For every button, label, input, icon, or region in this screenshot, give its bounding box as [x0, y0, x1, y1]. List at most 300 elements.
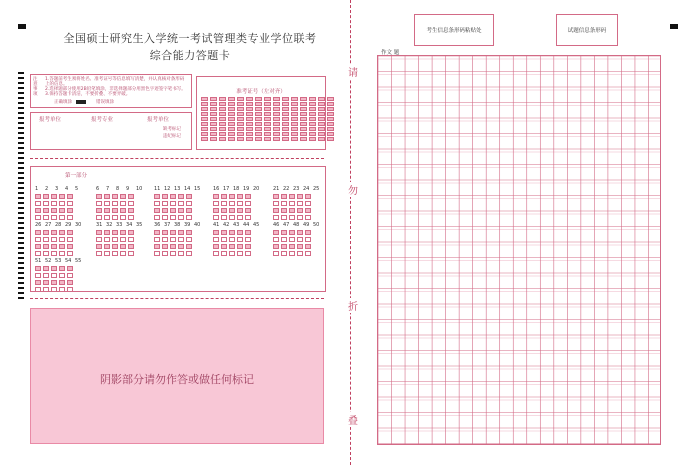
digit-bubble[interactable]	[318, 102, 325, 106]
option-bubble[interactable]	[305, 194, 311, 199]
option-bubble[interactable]	[128, 208, 134, 213]
option-bubble[interactable]	[229, 194, 235, 199]
digit-bubble[interactable]	[282, 107, 289, 111]
digit-bubble[interactable]	[327, 132, 334, 136]
digit-bubble[interactable]	[210, 127, 217, 131]
digit-bubble[interactable]	[318, 122, 325, 126]
digit-bubble[interactable]	[219, 107, 226, 111]
digit-bubble[interactable]	[228, 122, 235, 126]
digit-bubble[interactable]	[255, 132, 262, 136]
option-bubble[interactable]	[281, 208, 287, 213]
digit-bubble[interactable]	[318, 127, 325, 131]
option-bubble[interactable]	[186, 230, 192, 235]
digit-bubble[interactable]	[201, 132, 208, 136]
option-bubble[interactable]	[112, 237, 118, 242]
option-bubble[interactable]	[104, 215, 110, 220]
option-bubble[interactable]	[237, 194, 243, 199]
digit-bubble[interactable]	[300, 102, 307, 106]
option-bubble[interactable]	[104, 230, 110, 235]
option-bubble[interactable]	[35, 280, 41, 285]
digit-bubble[interactable]	[300, 117, 307, 121]
digit-bubble[interactable]	[291, 132, 298, 136]
option-bubble[interactable]	[51, 280, 57, 285]
digit-bubble[interactable]	[210, 117, 217, 121]
option-bubble[interactable]	[43, 287, 49, 292]
digit-bubble[interactable]	[246, 122, 253, 126]
option-bubble[interactable]	[51, 266, 57, 271]
option-bubble[interactable]	[237, 201, 243, 206]
option-bubble[interactable]	[245, 194, 251, 199]
option-bubble[interactable]	[170, 208, 176, 213]
option-bubble[interactable]	[43, 273, 49, 278]
digit-bubble[interactable]	[318, 132, 325, 136]
digit-bubble[interactable]	[201, 127, 208, 131]
option-bubble[interactable]	[128, 244, 134, 249]
digit-bubble[interactable]	[237, 122, 244, 126]
digit-bubble[interactable]	[255, 107, 262, 111]
option-bubble[interactable]	[213, 201, 219, 206]
digit-bubble[interactable]	[219, 122, 226, 126]
option-bubble[interactable]	[35, 287, 41, 292]
option-bubble[interactable]	[289, 201, 295, 206]
digit-bubble[interactable]	[255, 117, 262, 121]
digit-bubble[interactable]	[228, 102, 235, 106]
option-bubble[interactable]	[104, 208, 110, 213]
digit-bubble[interactable]	[300, 132, 307, 136]
digit-bubble[interactable]	[273, 137, 280, 141]
option-bubble[interactable]	[162, 215, 168, 220]
option-bubble[interactable]	[305, 237, 311, 242]
digit-bubble[interactable]	[228, 132, 235, 136]
option-bubble[interactable]	[170, 201, 176, 206]
digit-bubble[interactable]	[300, 112, 307, 116]
digit-bubble[interactable]	[237, 97, 244, 101]
option-bubble[interactable]	[112, 230, 118, 235]
option-bubble[interactable]	[59, 273, 65, 278]
option-bubble[interactable]	[305, 208, 311, 213]
digit-bubble[interactable]	[219, 127, 226, 131]
digit-bubble[interactable]	[327, 127, 334, 131]
option-bubble[interactable]	[43, 244, 49, 249]
option-bubble[interactable]	[237, 208, 243, 213]
option-bubble[interactable]	[67, 244, 73, 249]
option-bubble[interactable]	[51, 215, 57, 220]
digit-bubble[interactable]	[210, 137, 217, 141]
digit-bubble[interactable]	[318, 112, 325, 116]
option-bubble[interactable]	[43, 280, 49, 285]
option-bubble[interactable]	[178, 237, 184, 242]
digit-bubble[interactable]	[228, 97, 235, 101]
option-bubble[interactable]	[305, 201, 311, 206]
digit-bubble[interactable]	[264, 97, 271, 101]
option-bubble[interactable]	[35, 230, 41, 235]
digit-bubble[interactable]	[201, 97, 208, 101]
option-bubble[interactable]	[35, 251, 41, 256]
option-bubble[interactable]	[35, 244, 41, 249]
digit-bubble[interactable]	[219, 117, 226, 121]
option-bubble[interactable]	[281, 237, 287, 242]
digit-bubble[interactable]	[201, 122, 208, 126]
digit-bubble[interactable]	[327, 137, 334, 141]
option-bubble[interactable]	[221, 244, 227, 249]
digit-bubble[interactable]	[201, 137, 208, 141]
option-bubble[interactable]	[297, 208, 303, 213]
digit-bubble[interactable]	[210, 107, 217, 111]
option-bubble[interactable]	[221, 194, 227, 199]
option-bubble[interactable]	[221, 201, 227, 206]
option-bubble[interactable]	[221, 215, 227, 220]
option-bubble[interactable]	[186, 194, 192, 199]
option-bubble[interactable]	[51, 230, 57, 235]
option-bubble[interactable]	[162, 230, 168, 235]
digit-bubble[interactable]	[201, 112, 208, 116]
digit-bubble[interactable]	[318, 117, 325, 121]
option-bubble[interactable]	[170, 251, 176, 256]
digit-bubble[interactable]	[219, 132, 226, 136]
option-bubble[interactable]	[51, 244, 57, 249]
digit-bubble[interactable]	[273, 127, 280, 131]
option-bubble[interactable]	[112, 201, 118, 206]
option-bubble[interactable]	[178, 244, 184, 249]
digit-bubble[interactable]	[219, 137, 226, 141]
option-bubble[interactable]	[154, 208, 160, 213]
digit-bubble[interactable]	[300, 137, 307, 141]
digit-bubble[interactable]	[210, 102, 217, 106]
digit-bubble[interactable]	[255, 122, 262, 126]
digit-bubble[interactable]	[309, 122, 316, 126]
option-bubble[interactable]	[128, 215, 134, 220]
option-bubble[interactable]	[245, 251, 251, 256]
digit-bubble[interactable]	[228, 112, 235, 116]
option-bubble[interactable]	[67, 287, 73, 292]
option-bubble[interactable]	[162, 237, 168, 242]
digit-bubble[interactable]	[282, 132, 289, 136]
option-bubble[interactable]	[96, 208, 102, 213]
digit-bubble[interactable]	[273, 107, 280, 111]
digit-bubble[interactable]	[237, 112, 244, 116]
option-bubble[interactable]	[281, 244, 287, 249]
option-bubble[interactable]	[51, 251, 57, 256]
option-bubble[interactable]	[186, 208, 192, 213]
option-bubble[interactable]	[96, 194, 102, 199]
option-bubble[interactable]	[43, 230, 49, 235]
digit-bubble[interactable]	[327, 102, 334, 106]
option-bubble[interactable]	[229, 208, 235, 213]
digit-bubble[interactable]	[327, 107, 334, 111]
option-bubble[interactable]	[96, 251, 102, 256]
option-bubble[interactable]	[289, 208, 295, 213]
option-bubble[interactable]	[104, 244, 110, 249]
digit-bubble[interactable]	[273, 132, 280, 136]
digit-bubble[interactable]	[228, 117, 235, 121]
option-bubble[interactable]	[289, 244, 295, 249]
option-bubble[interactable]	[289, 251, 295, 256]
option-bubble[interactable]	[297, 244, 303, 249]
digit-bubble[interactable]	[237, 117, 244, 121]
option-bubble[interactable]	[213, 230, 219, 235]
digit-bubble[interactable]	[264, 127, 271, 131]
option-bubble[interactable]	[245, 208, 251, 213]
digit-bubble[interactable]	[327, 117, 334, 121]
option-bubble[interactable]	[170, 230, 176, 235]
option-bubble[interactable]	[170, 244, 176, 249]
digit-bubble[interactable]	[246, 97, 253, 101]
digit-bubble[interactable]	[318, 97, 325, 101]
option-bubble[interactable]	[305, 251, 311, 256]
option-bubble[interactable]	[67, 215, 73, 220]
option-bubble[interactable]	[245, 244, 251, 249]
option-bubble[interactable]	[289, 194, 295, 199]
option-bubble[interactable]	[104, 251, 110, 256]
option-bubble[interactable]	[178, 201, 184, 206]
option-bubble[interactable]	[178, 194, 184, 199]
option-bubble[interactable]	[229, 201, 235, 206]
option-bubble[interactable]	[35, 201, 41, 206]
digit-bubble[interactable]	[291, 117, 298, 121]
option-bubble[interactable]	[213, 251, 219, 256]
option-bubble[interactable]	[154, 230, 160, 235]
option-bubble[interactable]	[297, 215, 303, 220]
option-bubble[interactable]	[154, 251, 160, 256]
option-bubble[interactable]	[128, 251, 134, 256]
option-bubble[interactable]	[281, 215, 287, 220]
option-bubble[interactable]	[186, 215, 192, 220]
option-bubble[interactable]	[120, 201, 126, 206]
option-bubble[interactable]	[221, 230, 227, 235]
option-bubble[interactable]	[186, 244, 192, 249]
option-bubble[interactable]	[237, 237, 243, 242]
digit-bubble[interactable]	[309, 102, 316, 106]
digit-bubble[interactable]	[309, 97, 316, 101]
option-bubble[interactable]	[213, 208, 219, 213]
option-bubble[interactable]	[59, 280, 65, 285]
option-bubble[interactable]	[245, 237, 251, 242]
digit-bubble[interactable]	[255, 112, 262, 116]
option-bubble[interactable]	[297, 230, 303, 235]
option-bubble[interactable]	[154, 201, 160, 206]
option-bubble[interactable]	[297, 194, 303, 199]
option-bubble[interactable]	[186, 251, 192, 256]
digit-bubble[interactable]	[219, 97, 226, 101]
option-bubble[interactable]	[35, 215, 41, 220]
option-bubble[interactable]	[43, 266, 49, 271]
digit-bubble[interactable]	[255, 102, 262, 106]
option-bubble[interactable]	[186, 237, 192, 242]
option-bubble[interactable]	[120, 194, 126, 199]
option-bubble[interactable]	[281, 194, 287, 199]
option-bubble[interactable]	[96, 237, 102, 242]
digit-bubble[interactable]	[264, 107, 271, 111]
option-bubble[interactable]	[281, 230, 287, 235]
digit-bubble[interactable]	[273, 117, 280, 121]
option-bubble[interactable]	[213, 244, 219, 249]
option-bubble[interactable]	[96, 230, 102, 235]
option-bubble[interactable]	[237, 244, 243, 249]
option-bubble[interactable]	[221, 208, 227, 213]
digit-bubble[interactable]	[282, 137, 289, 141]
digit-bubble[interactable]	[219, 112, 226, 116]
option-bubble[interactable]	[67, 230, 73, 235]
option-bubble[interactable]	[67, 273, 73, 278]
digit-bubble[interactable]	[210, 97, 217, 101]
option-bubble[interactable]	[178, 251, 184, 256]
option-bubble[interactable]	[162, 201, 168, 206]
option-bubble[interactable]	[273, 251, 279, 256]
digit-bubble[interactable]	[282, 117, 289, 121]
option-bubble[interactable]	[213, 237, 219, 242]
digit-bubble[interactable]	[273, 112, 280, 116]
option-bubble[interactable]	[245, 215, 251, 220]
digit-bubble[interactable]	[300, 122, 307, 126]
option-bubble[interactable]	[120, 208, 126, 213]
digit-bubble[interactable]	[246, 137, 253, 141]
option-bubble[interactable]	[245, 201, 251, 206]
option-bubble[interactable]	[112, 244, 118, 249]
digit-bubble[interactable]	[264, 102, 271, 106]
option-bubble[interactable]	[120, 215, 126, 220]
option-bubble[interactable]	[154, 215, 160, 220]
option-bubble[interactable]	[170, 194, 176, 199]
digit-bubble[interactable]	[237, 132, 244, 136]
option-bubble[interactable]	[229, 230, 235, 235]
digit-bubble[interactable]	[201, 107, 208, 111]
option-bubble[interactable]	[59, 215, 65, 220]
digit-bubble[interactable]	[300, 107, 307, 111]
digit-bubble[interactable]	[228, 127, 235, 131]
digit-bubble[interactable]	[273, 102, 280, 106]
option-bubble[interactable]	[154, 244, 160, 249]
option-bubble[interactable]	[162, 251, 168, 256]
option-bubble[interactable]	[245, 230, 251, 235]
digit-bubble[interactable]	[210, 122, 217, 126]
option-bubble[interactable]	[67, 201, 73, 206]
digit-bubble[interactable]	[309, 117, 316, 121]
option-bubble[interactable]	[237, 230, 243, 235]
option-bubble[interactable]	[112, 215, 118, 220]
digit-bubble[interactable]	[327, 112, 334, 116]
option-bubble[interactable]	[51, 287, 57, 292]
option-bubble[interactable]	[120, 230, 126, 235]
option-bubble[interactable]	[104, 237, 110, 242]
option-bubble[interactable]	[120, 251, 126, 256]
option-bubble[interactable]	[273, 208, 279, 213]
digit-bubble[interactable]	[309, 112, 316, 116]
option-bubble[interactable]	[273, 244, 279, 249]
option-bubble[interactable]	[213, 215, 219, 220]
digit-bubble[interactable]	[264, 137, 271, 141]
option-bubble[interactable]	[289, 230, 295, 235]
digit-bubble[interactable]	[255, 137, 262, 141]
digit-bubble[interactable]	[264, 132, 271, 136]
option-bubble[interactable]	[229, 237, 235, 242]
option-bubble[interactable]	[43, 251, 49, 256]
option-bubble[interactable]	[67, 251, 73, 256]
digit-bubble[interactable]	[264, 112, 271, 116]
option-bubble[interactable]	[178, 215, 184, 220]
digit-bubble[interactable]	[291, 112, 298, 116]
digit-bubble[interactable]	[273, 122, 280, 126]
digit-bubble[interactable]	[246, 117, 253, 121]
digit-bubble[interactable]	[237, 107, 244, 111]
digit-bubble[interactable]	[318, 137, 325, 141]
option-bubble[interactable]	[128, 201, 134, 206]
digit-bubble[interactable]	[273, 97, 280, 101]
option-bubble[interactable]	[96, 201, 102, 206]
option-bubble[interactable]	[59, 208, 65, 213]
option-bubble[interactable]	[186, 201, 192, 206]
option-bubble[interactable]	[59, 251, 65, 256]
digit-bubble[interactable]	[291, 127, 298, 131]
digit-bubble[interactable]	[246, 107, 253, 111]
digit-bubble[interactable]	[300, 127, 307, 131]
digit-bubble[interactable]	[228, 137, 235, 141]
digit-bubble[interactable]	[246, 112, 253, 116]
digit-bubble[interactable]	[291, 107, 298, 111]
option-bubble[interactable]	[305, 215, 311, 220]
digit-bubble[interactable]	[300, 97, 307, 101]
option-bubble[interactable]	[305, 244, 311, 249]
option-bubble[interactable]	[281, 201, 287, 206]
option-bubble[interactable]	[59, 266, 65, 271]
digit-bubble[interactable]	[291, 102, 298, 106]
option-bubble[interactable]	[112, 251, 118, 256]
digit-bubble[interactable]	[318, 107, 325, 111]
option-bubble[interactable]	[67, 194, 73, 199]
option-bubble[interactable]	[67, 280, 73, 285]
option-bubble[interactable]	[281, 251, 287, 256]
option-bubble[interactable]	[51, 194, 57, 199]
option-bubble[interactable]	[162, 244, 168, 249]
option-bubble[interactable]	[170, 237, 176, 242]
digit-bubble[interactable]	[309, 107, 316, 111]
digit-bubble[interactable]	[309, 132, 316, 136]
digit-bubble[interactable]	[255, 127, 262, 131]
digit-bubble[interactable]	[246, 127, 253, 131]
option-bubble[interactable]	[237, 215, 243, 220]
digit-bubble[interactable]	[246, 102, 253, 106]
digit-bubble[interactable]	[228, 107, 235, 111]
option-bubble[interactable]	[237, 251, 243, 256]
option-bubble[interactable]	[120, 237, 126, 242]
option-bubble[interactable]	[120, 244, 126, 249]
option-bubble[interactable]	[51, 208, 57, 213]
digit-bubble[interactable]	[291, 97, 298, 101]
option-bubble[interactable]	[178, 230, 184, 235]
option-bubble[interactable]	[51, 237, 57, 242]
option-bubble[interactable]	[273, 230, 279, 235]
digit-bubble[interactable]	[210, 112, 217, 116]
option-bubble[interactable]	[35, 237, 41, 242]
option-bubble[interactable]	[273, 237, 279, 242]
option-bubble[interactable]	[96, 215, 102, 220]
option-bubble[interactable]	[59, 230, 65, 235]
digit-bubble[interactable]	[282, 102, 289, 106]
digit-bubble[interactable]	[291, 137, 298, 141]
option-bubble[interactable]	[59, 287, 65, 292]
digit-bubble[interactable]	[282, 112, 289, 116]
option-bubble[interactable]	[59, 244, 65, 249]
option-bubble[interactable]	[35, 208, 41, 213]
option-bubble[interactable]	[273, 215, 279, 220]
digit-bubble[interactable]	[264, 117, 271, 121]
option-bubble[interactable]	[59, 237, 65, 242]
option-bubble[interactable]	[273, 201, 279, 206]
option-bubble[interactable]	[162, 194, 168, 199]
option-bubble[interactable]	[104, 194, 110, 199]
option-bubble[interactable]	[43, 194, 49, 199]
digit-bubble[interactable]	[255, 97, 262, 101]
option-bubble[interactable]	[128, 237, 134, 242]
